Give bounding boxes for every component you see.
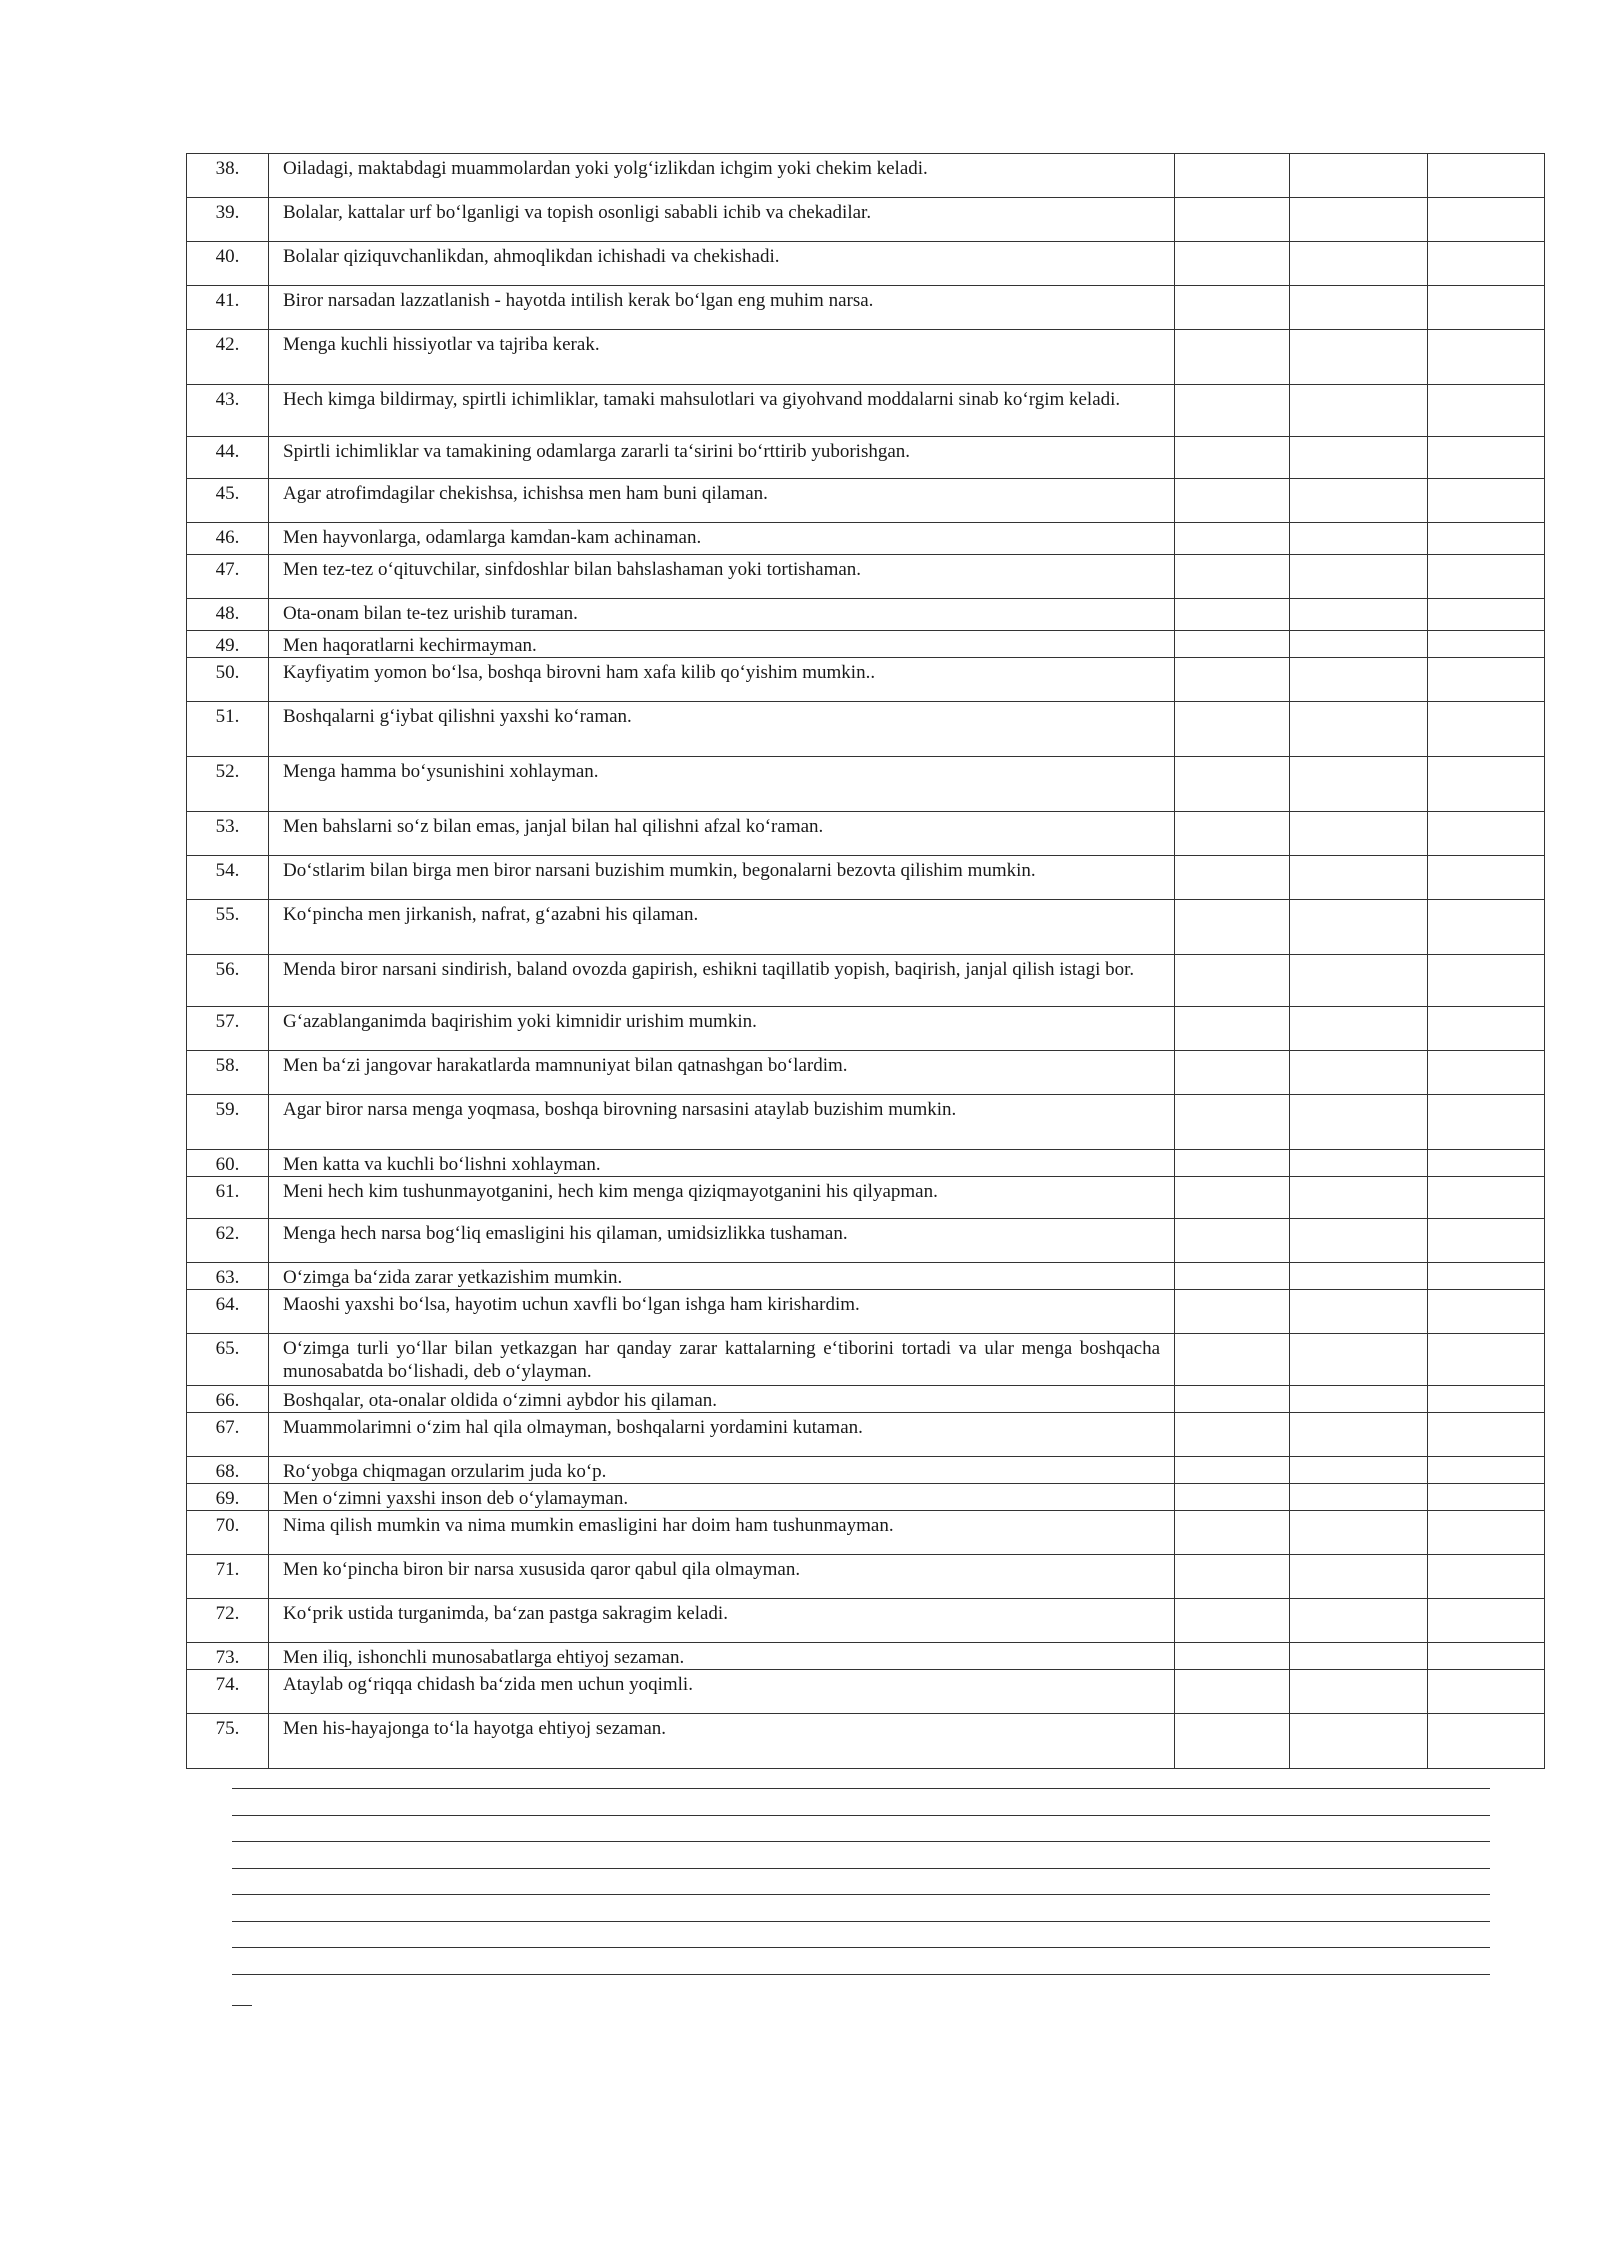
table-row (187, 599, 1545, 631)
item-number: 61. (187, 1177, 269, 1219)
item-statement: Do‘stlarim bilan birga men biror narsani buzishim mumkin, begonalarni bezovta qilishim mumkin. (269, 856, 1175, 900)
answer-cell-1[interactable] (1175, 1599, 1290, 1643)
answer-cell-1[interactable] (1175, 1007, 1290, 1051)
answer-cell-3[interactable] (1428, 1095, 1545, 1150)
answer-cell-2[interactable] (1290, 1599, 1428, 1643)
answer-cell-1[interactable] (1175, 1457, 1290, 1484)
item-statement: Menga kuchli hissiyotlar va tajriba kerak. (269, 330, 1175, 385)
answer-cell-1[interactable] (1175, 1484, 1290, 1511)
table-row (187, 1263, 1545, 1290)
item-number: 68. (187, 1457, 269, 1484)
answer-cell-2[interactable] (1290, 900, 1428, 955)
answer-cell-2[interactable] (1290, 385, 1428, 437)
answer-cell-3[interactable] (1428, 286, 1545, 330)
item-statement: Biror narsadan lazzatlanish - hayotda intilish kerak bo‘lgan eng muhim narsa. (269, 286, 1175, 330)
item-number: 42. (187, 330, 269, 385)
table-row (187, 658, 1545, 702)
ruled-line (232, 1788, 1490, 1789)
answer-cell-2[interactable] (1290, 1177, 1428, 1219)
questionnaire-rows (187, 154, 1545, 1769)
answer-cell-1[interactable] (1175, 658, 1290, 702)
item-number: 56. (187, 955, 269, 1007)
ruled-line (232, 1974, 1490, 1975)
item-statement: Men ba‘zi jangovar harakatlarda mamnuniyat bilan qatnashgan bo‘lardim. (269, 1051, 1175, 1095)
table-row (187, 385, 1545, 437)
item-number: 50. (187, 658, 269, 702)
item-number: 48. (187, 599, 269, 631)
item-statement: Kayfiyatim yomon bo‘lsa, boshqa birovni ham xafa kilib qo‘yishim mumkin.. (269, 658, 1175, 702)
answer-cell-1[interactable] (1175, 385, 1290, 437)
item-statement: Muammolarimni o‘zim hal qila olmayman, boshqalarni yordamini kutaman. (269, 1413, 1175, 1457)
table-row (187, 523, 1545, 555)
item-number: 73. (187, 1643, 269, 1670)
answer-cell-3[interactable] (1428, 1714, 1545, 1769)
answer-cell-1[interactable] (1175, 599, 1290, 631)
item-number: 59. (187, 1095, 269, 1150)
answer-cell-2[interactable] (1290, 812, 1428, 856)
answer-cell-3[interactable] (1428, 1457, 1545, 1484)
item-statement: Bolalar, kattalar urf bo‘lganligi va topish osonligi sababli ichib va chekadilar. (269, 198, 1175, 242)
item-number: 64. (187, 1290, 269, 1334)
answer-cell-3[interactable] (1428, 1599, 1545, 1643)
item-statement: Spirtli ichimliklar va tamakining odamlarga zararli ta‘sirini bo‘rttirib yuborishgan. (269, 437, 1175, 479)
answer-cell-2[interactable] (1290, 1263, 1428, 1290)
answer-cell-1[interactable] (1175, 1095, 1290, 1150)
answer-cell-1[interactable] (1175, 1263, 1290, 1290)
table-row (187, 1511, 1545, 1555)
table-row (187, 955, 1545, 1007)
ruled-line (232, 1868, 1490, 1869)
answer-cell-3[interactable] (1428, 523, 1545, 555)
item-number: 71. (187, 1555, 269, 1599)
answer-cell-2[interactable] (1290, 658, 1428, 702)
answer-cell-1[interactable] (1175, 1714, 1290, 1769)
answer-cell-3[interactable] (1428, 658, 1545, 702)
answer-cell-3[interactable] (1428, 757, 1545, 812)
item-statement: Boshqalar, ota-onalar oldida o‘zimni aybdor his qilaman. (269, 1386, 1175, 1413)
answer-cell-2[interactable] (1290, 1334, 1428, 1386)
item-number: 46. (187, 523, 269, 555)
item-statement: Ota-onam bilan te-tez urishib turaman. (269, 599, 1175, 631)
answer-cell-2[interactable] (1290, 286, 1428, 330)
answer-cell-3[interactable] (1428, 1290, 1545, 1334)
table-row (187, 1413, 1545, 1457)
item-number: 72. (187, 1599, 269, 1643)
answer-cell-1[interactable] (1175, 900, 1290, 955)
answer-cell-1[interactable] (1175, 198, 1290, 242)
item-statement: G‘azablanganimda baqirishim yoki kimnidir urishim mumkin. (269, 1007, 1175, 1051)
answer-cell-1[interactable] (1175, 1219, 1290, 1263)
answer-cell-1[interactable] (1175, 242, 1290, 286)
item-statement: Menga hamma bo‘ysunishini xohlayman. (269, 757, 1175, 812)
table-row (187, 154, 1545, 198)
ruled-line (232, 1921, 1490, 1922)
answer-cell-3[interactable] (1428, 1386, 1545, 1413)
answer-cell-1[interactable] (1175, 1177, 1290, 1219)
table-row (187, 1051, 1545, 1095)
item-statement: Boshqalarni g‘iybat qilishni yaxshi ko‘raman. (269, 702, 1175, 757)
item-statement: Ataylab og‘riqqa chidash ba‘zida men uchun yoqimli. (269, 1670, 1175, 1714)
answer-cell-3[interactable] (1428, 154, 1545, 198)
answer-cell-1[interactable] (1175, 1413, 1290, 1457)
answer-cell-3[interactable] (1428, 198, 1545, 242)
item-statement: Men o‘zimni yaxshi inson deb o‘ylamayman. (269, 1484, 1175, 1511)
item-number: 62. (187, 1219, 269, 1263)
answer-cell-2[interactable] (1290, 1219, 1428, 1263)
answer-cell-1[interactable] (1175, 1150, 1290, 1177)
table-row (187, 242, 1545, 286)
item-statement: Nima qilish mumkin va nima mumkin emasligini har doim ham tushunmayman. (269, 1511, 1175, 1555)
item-number: 51. (187, 702, 269, 757)
answer-cell-3[interactable] (1428, 1177, 1545, 1219)
answer-cell-3[interactable] (1428, 385, 1545, 437)
answer-cell-2[interactable] (1290, 1457, 1428, 1484)
item-statement: Men bahslarni so‘z bilan emas, janjal bilan hal qilishni afzal ko‘raman. (269, 812, 1175, 856)
answer-cell-1[interactable] (1175, 154, 1290, 198)
answer-cell-3[interactable] (1428, 812, 1545, 856)
answer-cell-2[interactable] (1290, 555, 1428, 599)
item-statement: Men iliq, ishonchli munosabatlarga ehtiyoj sezaman. (269, 1643, 1175, 1670)
answer-cell-2[interactable] (1290, 1670, 1428, 1714)
answer-cell-2[interactable] (1290, 631, 1428, 658)
item-number: 49. (187, 631, 269, 658)
answer-cell-3[interactable] (1428, 1670, 1545, 1714)
item-number: 38. (187, 154, 269, 198)
item-number: 55. (187, 900, 269, 955)
table-row (187, 1670, 1545, 1714)
table-row (187, 1643, 1545, 1670)
item-statement: Maoshi yaxshi bo‘lsa, hayotim uchun xavfli bo‘lgan ishga ham kirishardim. (269, 1290, 1175, 1334)
answer-cell-3[interactable] (1428, 479, 1545, 523)
answer-cell-1[interactable] (1175, 856, 1290, 900)
table-row (187, 812, 1545, 856)
item-statement: Men tez-tez o‘qituvchilar, sinfdoshlar bilan bahslashaman yoki tortishaman. (269, 555, 1175, 599)
answer-cell-1[interactable] (1175, 286, 1290, 330)
answer-cell-3[interactable] (1428, 1643, 1545, 1670)
answer-cell-1[interactable] (1175, 1051, 1290, 1095)
ruled-line (232, 1841, 1490, 1842)
item-statement: Ko‘pincha men jirkanish, nafrat, g‘azabni his qilaman. (269, 900, 1175, 955)
table-row (187, 1555, 1545, 1599)
answer-cell-2[interactable] (1290, 1150, 1428, 1177)
item-number: 66. (187, 1386, 269, 1413)
item-number: 67. (187, 1413, 269, 1457)
item-statement: Men his-hayajonga to‘la hayotga ehtiyoj sezaman. (269, 1714, 1175, 1769)
item-number: 63. (187, 1263, 269, 1290)
item-number: 54. (187, 856, 269, 900)
item-statement: Ro‘yobga chiqmagan orzularim juda ko‘p. (269, 1457, 1175, 1484)
short-dash-line (232, 2005, 252, 2006)
answer-cell-3[interactable] (1428, 330, 1545, 385)
table-row (187, 1290, 1545, 1334)
answer-cell-1[interactable] (1175, 812, 1290, 856)
item-statement: Men hayvonlarga, odamlarga kamdan-kam achinaman. (269, 523, 1175, 555)
answer-cell-1[interactable] (1175, 757, 1290, 812)
item-statement: Men ko‘pincha biron bir narsa xususida qaror qabul qila olmayman. (269, 1555, 1175, 1599)
answer-cell-2[interactable] (1290, 1095, 1428, 1150)
item-number: 41. (187, 286, 269, 330)
answer-cell-1[interactable] (1175, 1670, 1290, 1714)
answer-cell-2[interactable] (1290, 1051, 1428, 1095)
item-number: 57. (187, 1007, 269, 1051)
answer-cell-1[interactable] (1175, 437, 1290, 479)
answer-cell-1[interactable] (1175, 631, 1290, 658)
item-statement: Menga hech narsa bog‘liq emasligini his qilaman, umidsizlikka tushaman. (269, 1219, 1175, 1263)
answer-cell-3[interactable] (1428, 1263, 1545, 1290)
table-row (187, 1484, 1545, 1511)
answer-cell-1[interactable] (1175, 330, 1290, 385)
table-row (187, 1219, 1545, 1263)
item-statement: Agar atrofimdagilar chekishsa, ichishsa men ham buni qilaman. (269, 479, 1175, 523)
item-statement: Meni hech kim tushunmayotganini, hech kim menga qiziqmayotganini his qilyapman. (269, 1177, 1175, 1219)
table-row (187, 286, 1545, 330)
table-row (187, 555, 1545, 599)
item-number: 65. (187, 1334, 269, 1386)
table-row (187, 1007, 1545, 1051)
item-statement: O‘zimga turli yo‘llar bilan yetkazgan har qanday zarar kattalarning e‘tiborini tortadi va ular menga boshqacha munosabatda bo‘lishadi, deb o‘ylayman. (269, 1334, 1175, 1386)
answer-cell-2[interactable] (1290, 1484, 1428, 1511)
answer-cell-3[interactable] (1428, 702, 1545, 757)
table-row (187, 631, 1545, 658)
answer-cell-1[interactable] (1175, 479, 1290, 523)
item-statement: Agar biror narsa menga yoqmasa, boshqa birovning narsasini ataylab buzishim mumkin. (269, 1095, 1175, 1150)
ruled-line (232, 1894, 1490, 1895)
answer-cell-3[interactable] (1428, 1219, 1545, 1263)
answer-cell-2[interactable] (1290, 1386, 1428, 1413)
answer-cell-2[interactable] (1290, 1555, 1428, 1599)
answer-cell-3[interactable] (1428, 599, 1545, 631)
answer-cell-2[interactable] (1290, 523, 1428, 555)
table-row (187, 900, 1545, 955)
answer-cell-3[interactable] (1428, 1511, 1545, 1555)
answer-cell-1[interactable] (1175, 955, 1290, 1007)
answer-cell-2[interactable] (1290, 330, 1428, 385)
table-row (187, 479, 1545, 523)
item-number: 58. (187, 1051, 269, 1095)
item-number: 47. (187, 555, 269, 599)
answer-cell-2[interactable] (1290, 1290, 1428, 1334)
answer-cell-1[interactable] (1175, 523, 1290, 555)
answer-cell-1[interactable] (1175, 702, 1290, 757)
answer-cell-1[interactable] (1175, 1386, 1290, 1413)
answer-cell-3[interactable] (1428, 856, 1545, 900)
answer-cell-2[interactable] (1290, 154, 1428, 198)
table-row (187, 1334, 1545, 1386)
answer-cell-2[interactable] (1290, 479, 1428, 523)
answer-cell-1[interactable] (1175, 1643, 1290, 1670)
item-number: 40. (187, 242, 269, 286)
item-statement: Men haqoratlarni kechirmayman. (269, 631, 1175, 658)
item-number: 60. (187, 1150, 269, 1177)
answer-cell-1[interactable] (1175, 1511, 1290, 1555)
table-row (187, 1095, 1545, 1150)
item-statement: Ko‘prik ustida turganimda, ba‘zan pastga sakragim keladi. (269, 1599, 1175, 1643)
item-number: 39. (187, 198, 269, 242)
table-row (187, 1150, 1545, 1177)
answer-cell-1[interactable] (1175, 555, 1290, 599)
answer-cell-3[interactable] (1428, 955, 1545, 1007)
item-number: 52. (187, 757, 269, 812)
item-statement: Oiladagi, maktabdagi muammolardan yoki yolg‘izlikdan ichgim yoki chekim keladi. (269, 154, 1175, 198)
answer-cell-2[interactable] (1290, 856, 1428, 900)
answer-cell-2[interactable] (1290, 1511, 1428, 1555)
answer-cell-2[interactable] (1290, 1643, 1428, 1670)
item-number: 75. (187, 1714, 269, 1769)
table-row (187, 1714, 1545, 1769)
answer-cell-3[interactable] (1428, 1334, 1545, 1386)
answer-cell-3[interactable] (1428, 437, 1545, 479)
item-statement: O‘zimga ba‘zida zarar yetkazishim mumkin. (269, 1263, 1175, 1290)
table-row (187, 702, 1545, 757)
item-statement: Hech kimga bildirmay, spirtli ichimliklar, tamaki mahsulotlari va giyohvand moddalarni sinab ko‘rgim keladi. (269, 385, 1175, 437)
item-number: 74. (187, 1670, 269, 1714)
item-number: 43. (187, 385, 269, 437)
table-row (187, 1457, 1545, 1484)
answer-cell-1[interactable] (1175, 1334, 1290, 1386)
answer-cell-3[interactable] (1428, 900, 1545, 955)
answer-cell-2[interactable] (1290, 198, 1428, 242)
answer-cell-2[interactable] (1290, 1413, 1428, 1457)
table-row (187, 856, 1545, 900)
answer-cell-2[interactable] (1290, 1714, 1428, 1769)
answer-cell-3[interactable] (1428, 555, 1545, 599)
answer-cell-2[interactable] (1290, 1007, 1428, 1051)
answer-cell-2[interactable] (1290, 955, 1428, 1007)
answer-cell-3[interactable] (1428, 1484, 1545, 1511)
answer-cell-1[interactable] (1175, 1555, 1290, 1599)
answer-cell-3[interactable] (1428, 631, 1545, 658)
answer-cell-2[interactable] (1290, 757, 1428, 812)
answer-cell-3[interactable] (1428, 242, 1545, 286)
answer-cell-2[interactable] (1290, 599, 1428, 631)
answer-cell-2[interactable] (1290, 242, 1428, 286)
answer-cell-1[interactable] (1175, 1290, 1290, 1334)
item-statement: Bolalar qiziquvchanlikdan, ahmoqlikdan ichishadi va chekishadi. (269, 242, 1175, 286)
item-number: 45. (187, 479, 269, 523)
table-row (187, 330, 1545, 385)
table-row (187, 1599, 1545, 1643)
item-number: 70. (187, 1511, 269, 1555)
item-statement: Men katta va kuchli bo‘lishni xohlayman. (269, 1150, 1175, 1177)
ruled-line (232, 1947, 1490, 1948)
table-row (187, 1177, 1545, 1219)
answer-cell-3[interactable] (1428, 1007, 1545, 1051)
answer-cell-3[interactable] (1428, 1051, 1545, 1095)
questionnaire-table (186, 153, 1545, 1769)
table-row (187, 1386, 1545, 1413)
ruled-line (232, 1815, 1490, 1816)
table-row (187, 437, 1545, 479)
answer-cell-3[interactable] (1428, 1150, 1545, 1177)
table-row (187, 757, 1545, 812)
answer-cell-3[interactable] (1428, 1555, 1545, 1599)
answer-cell-3[interactable] (1428, 1413, 1545, 1457)
item-statement: Menda biror narsani sindirish, baland ovozda gapirish, eshikni taqillatib yopish, baqirish, janjal qilish istagi bor. (269, 955, 1175, 1007)
item-number: 53. (187, 812, 269, 856)
answer-cell-2[interactable] (1290, 437, 1428, 479)
item-number: 44. (187, 437, 269, 479)
answer-cell-2[interactable] (1290, 702, 1428, 757)
table-row (187, 198, 1545, 242)
item-number: 69. (187, 1484, 269, 1511)
